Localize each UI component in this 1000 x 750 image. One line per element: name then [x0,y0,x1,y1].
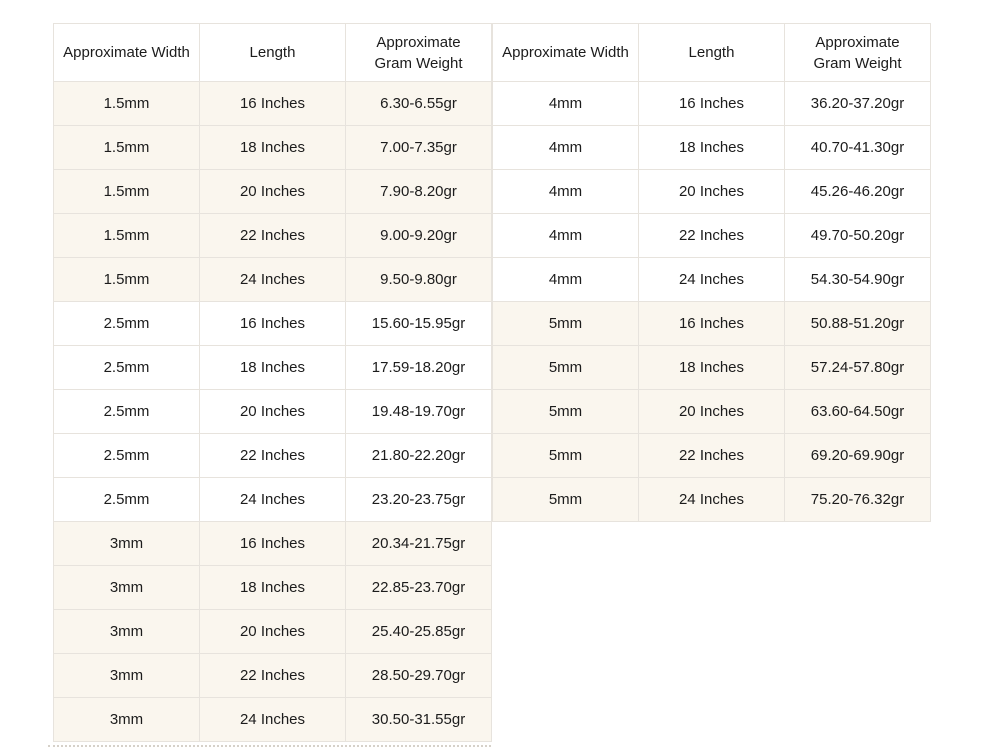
header-row [54,24,492,82]
table-row [54,434,492,478]
cell-width: 5mm [493,478,639,522]
header-label: Approximate Width [502,44,629,61]
cell-width: 5mm [493,346,639,390]
size-chart [53,23,931,742]
cell-length: 22 Inches [200,434,346,478]
cell-length: 20 Inches [200,610,346,654]
cell-length: 16 Inches [200,302,346,346]
cell-weight: 50.88-51.20gr [785,302,931,346]
cell-width: 2.5mm [54,434,200,478]
table-row [493,170,931,214]
cell-weight: 9.00-9.20gr [346,214,492,258]
cell-weight: 69.20-69.90gr [785,434,931,478]
cell-weight: 19.48-19.70gr [346,390,492,434]
dotted-divider [48,745,491,747]
cell-width: 3mm [54,610,200,654]
cell-length: 20 Inches [639,390,785,434]
cell-width: 1.5mm [54,126,200,170]
cell-width: 4mm [493,126,639,170]
header-label: Length [249,44,296,61]
cell-weight: 49.70-50.20gr [785,214,931,258]
cell-width: 2.5mm [54,390,200,434]
cell-weight: 17.59-18.20gr [346,346,492,390]
cell-length: 16 Inches [639,302,785,346]
table-row [493,478,931,522]
cell-length: 22 Inches [200,654,346,698]
cell-length: 24 Inches [200,698,346,742]
table-row [493,434,931,478]
cell-weight: 45.26-46.20gr [785,170,931,214]
table-row [54,170,492,214]
cell-length: 20 Inches [639,170,785,214]
table-row [54,390,492,434]
cell-weight: 9.50-9.80gr [346,258,492,302]
header-label: Length [688,44,735,61]
cell-length: 18 Inches [639,346,785,390]
table-row [54,214,492,258]
table-row [54,82,492,126]
table-row [54,654,492,698]
cell-weight: 15.60-15.95gr [346,302,492,346]
table-row [54,522,492,566]
cell-length: 24 Inches [200,258,346,302]
cell-length: 24 Inches [639,258,785,302]
table-row [54,610,492,654]
cell-length: 22 Inches [639,434,785,478]
cell-width: 1.5mm [54,82,200,126]
cell-weight: 7.00-7.35gr [346,126,492,170]
header-cell-weight [346,24,492,82]
cell-width: 2.5mm [54,346,200,390]
header-label: Approximate Width [63,44,190,61]
cell-width: 2.5mm [54,302,200,346]
cell-width: 1.5mm [54,258,200,302]
table-row [54,698,492,742]
cell-width: 1.5mm [54,214,200,258]
table-row [54,478,492,522]
header-cell-weight [785,24,931,82]
table-row [54,302,492,346]
cell-weight: 22.85-23.70gr [346,566,492,610]
cell-length: 24 Inches [639,478,785,522]
header-label: Approximate Gram Weight [374,33,463,72]
header-cell-length [200,24,346,82]
cell-weight: 40.70-41.30gr [785,126,931,170]
header-cell-width [493,24,639,82]
table-row [493,126,931,170]
table-row [54,346,492,390]
cell-weight: 6.30-6.55gr [346,82,492,126]
cell-weight: 30.50-31.55gr [346,698,492,742]
cell-length: 16 Inches [200,82,346,126]
cell-weight: 28.50-29.70gr [346,654,492,698]
cell-length: 24 Inches [200,478,346,522]
cell-width: 4mm [493,170,639,214]
size-chart-table-left [53,23,492,742]
cell-width: 5mm [493,434,639,478]
header-label: Approximate Gram Weight [813,33,902,72]
cell-width: 4mm [493,258,639,302]
header-cell-width [54,24,200,82]
cell-weight: 25.40-25.85gr [346,610,492,654]
table-row [54,258,492,302]
cell-width: 3mm [54,654,200,698]
cell-length: 20 Inches [200,390,346,434]
cell-weight: 21.80-22.20gr [346,434,492,478]
table-row [493,214,931,258]
cell-weight: 7.90-8.20gr [346,170,492,214]
table-row [493,258,931,302]
cell-weight: 54.30-54.90gr [785,258,931,302]
cell-width: 2.5mm [54,478,200,522]
cell-length: 16 Inches [200,522,346,566]
table-row [54,126,492,170]
cell-width: 3mm [54,566,200,610]
cell-weight: 63.60-64.50gr [785,390,931,434]
cell-length: 18 Inches [200,126,346,170]
header-row [493,24,931,82]
table-row [493,82,931,126]
cell-length: 22 Inches [639,214,785,258]
cell-length: 22 Inches [200,214,346,258]
cell-width: 5mm [493,302,639,346]
cell-length: 20 Inches [200,170,346,214]
table-row [54,566,492,610]
cell-weight: 75.20-76.32gr [785,478,931,522]
cell-length: 18 Inches [200,346,346,390]
cell-width: 1.5mm [54,170,200,214]
cell-weight: 20.34-21.75gr [346,522,492,566]
table-row [493,390,931,434]
header-cell-length [639,24,785,82]
cell-weight: 23.20-23.75gr [346,478,492,522]
cell-width: 3mm [54,522,200,566]
cell-width: 3mm [54,698,200,742]
cell-length: 18 Inches [200,566,346,610]
cell-length: 18 Inches [639,126,785,170]
cell-weight: 57.24-57.80gr [785,346,931,390]
cell-width: 5mm [493,390,639,434]
table-row [493,302,931,346]
cell-weight: 36.20-37.20gr [785,82,931,126]
cell-width: 4mm [493,214,639,258]
size-chart-table-right [492,23,931,522]
cell-length: 16 Inches [639,82,785,126]
cell-width: 4mm [493,82,639,126]
table-row [493,346,931,390]
